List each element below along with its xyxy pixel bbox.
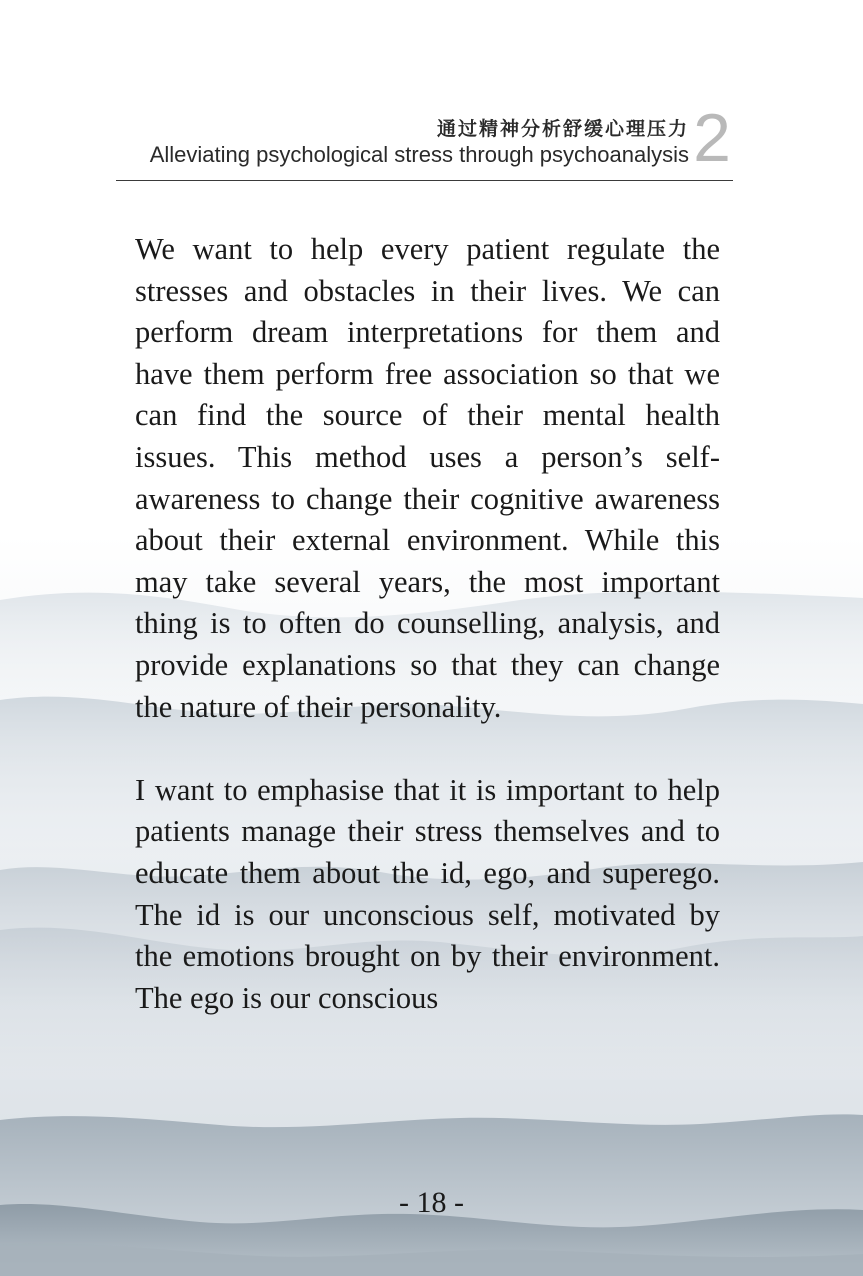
- paragraph: We want to help every patient regulate the stresses and obstacles in their lives. We can perform dream interpretations for them and have them perform free association so that we can find the source of their mental health issues. This method uses a person’s self-awareness to change their cognitive awareness about their external environment. While this may take several years, the most important thing is to often do counselling, analysis, and provide explanations so that they can change the nature of their personality.: [135, 232, 720, 724]
- page-number: - 18 -: [399, 1186, 464, 1219]
- chapter-title-english: Alleviating psychological stress through psychoanalysis: [149, 142, 689, 167]
- chapter-title-chinese: 通过精神分析舒缓心理压力: [436, 118, 689, 140]
- body-text: [135, 229, 720, 1019]
- running-header: [116, 100, 733, 181]
- chapter-number: 2: [693, 100, 731, 176]
- paragraph: I want to emphasise that it is important to help patients manage their stress themselves and to educate them about the id, ego, and superego. The id is our unconscious self, motivated by the emotions brought on by their environment. The ego is our conscious: [135, 772, 720, 1015]
